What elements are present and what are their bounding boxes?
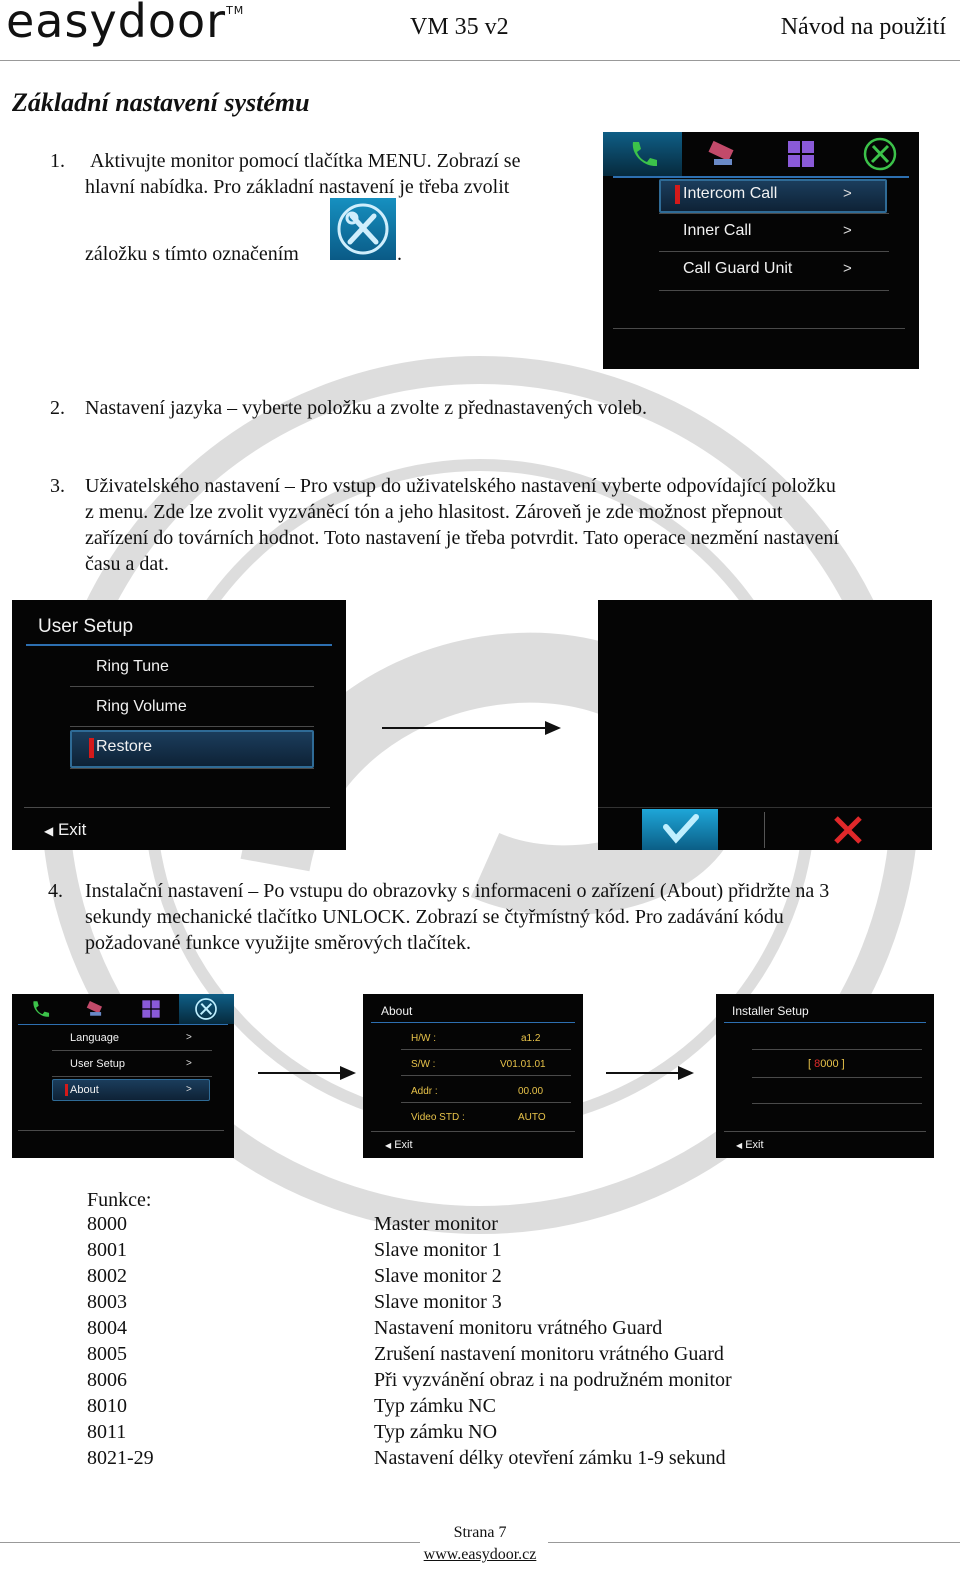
screenshot-confirm-restore bbox=[598, 600, 932, 850]
step-1-line-2: hlavní nabídka. Pro základní nastavení je třeba zvolit bbox=[85, 176, 510, 198]
function-code: 8021-29 bbox=[87, 1447, 154, 1469]
step-1-line-3: záložku s tímto označením bbox=[85, 243, 299, 265]
menu-item-inner-call: Inner Call bbox=[683, 222, 752, 239]
chevron-right-icon: > bbox=[186, 1058, 192, 1069]
bar-divider bbox=[598, 807, 932, 808]
functions-heading: Funkce: bbox=[87, 1189, 152, 1211]
step-3-line-4: času a dat. bbox=[85, 553, 169, 575]
footer-url-wrap bbox=[0, 1546, 960, 1564]
about-value-sw: V01.01.01 bbox=[500, 1059, 546, 1070]
title-underline bbox=[371, 1022, 575, 1023]
bar-separator bbox=[764, 812, 765, 848]
about-label-video: Video STD : bbox=[411, 1112, 465, 1123]
tab-underline bbox=[18, 1024, 228, 1025]
title-underline bbox=[26, 644, 332, 646]
function-description: Slave monitor 3 bbox=[374, 1291, 502, 1313]
settings-tab-icon bbox=[330, 198, 396, 260]
menu-divider bbox=[401, 1102, 571, 1103]
about-label-sw: S/W : bbox=[411, 1059, 436, 1070]
menu-item-restore: Restore bbox=[96, 738, 153, 755]
selection-marker bbox=[89, 738, 94, 758]
step-4-line-3: požadované funkce využijte směrových tlačítek. bbox=[85, 932, 471, 954]
model-name: VM 35 v2 bbox=[410, 14, 509, 40]
about-value-hw: a1.2 bbox=[521, 1033, 541, 1044]
menu-divider bbox=[752, 1103, 922, 1104]
chevron-right-icon: > bbox=[186, 1084, 192, 1095]
menu-divider bbox=[401, 1075, 571, 1076]
chevron-right-icon: > bbox=[843, 260, 852, 277]
menu-divider bbox=[724, 1131, 926, 1132]
flow-arrow-line bbox=[258, 1072, 342, 1074]
about-label-addr: Addr : bbox=[411, 1086, 438, 1097]
menu-divider bbox=[371, 1131, 575, 1132]
screenshot-about bbox=[363, 994, 583, 1158]
page-number: Strana 7 bbox=[453, 1524, 507, 1541]
document-type: Návod na použití bbox=[780, 14, 946, 40]
screenshot-main-menu bbox=[603, 132, 919, 369]
step-1-number: 1. bbox=[50, 150, 65, 172]
screenshot-user-setup bbox=[12, 600, 346, 850]
footer-divider-right bbox=[548, 1542, 960, 1543]
exit-label: ◀ Exit bbox=[385, 1139, 413, 1151]
function-description: Při vyzvánění obraz i na podružném monitor bbox=[374, 1369, 732, 1391]
flow-arrow-line bbox=[382, 727, 546, 729]
function-description: Typ zámku NC bbox=[374, 1395, 496, 1417]
arrow-right-icon bbox=[545, 721, 561, 735]
menu-item-user-setup: User Setup bbox=[70, 1058, 126, 1070]
footer-divider-left bbox=[0, 1542, 420, 1543]
about-value-video: AUTO bbox=[518, 1112, 546, 1123]
menu-divider bbox=[70, 726, 314, 727]
menu-item-ring-tune: Ring Tune bbox=[96, 658, 169, 675]
step-4-line-2: sekundy mechanické tlačítko UNLOCK. Zobrazí se čtyřmístný kód. Pro zadávání kódu bbox=[85, 906, 784, 928]
exit-label: ◀ Exit bbox=[44, 820, 87, 839]
step-1-line-1: Aktivujte monitor pomocí tlačítka MENU. Zobrazí se bbox=[90, 150, 521, 172]
step-2-text: Nastavení jazyka – vyberte položku a zvolte z přednastavených voleb. bbox=[85, 397, 648, 419]
installer-code: [ 8000 ] bbox=[808, 1058, 845, 1070]
exit-label: ◀ Exit bbox=[736, 1139, 764, 1151]
function-description: Zrušení nastavení monitoru vrátného Guard bbox=[374, 1343, 724, 1365]
function-code: 8003 bbox=[87, 1291, 127, 1313]
menu-item-intercom-call: Intercom Call bbox=[683, 185, 778, 202]
section-title: Základní nastavení systému bbox=[12, 88, 310, 117]
chevron-right-icon: > bbox=[843, 222, 852, 239]
cancel-icon bbox=[830, 812, 866, 850]
screenshot-installer-setup bbox=[716, 994, 934, 1158]
screenshot-settings-menu bbox=[12, 994, 234, 1158]
doorbell-icon bbox=[68, 994, 124, 1024]
selection-marker bbox=[65, 1084, 68, 1096]
menu-divider bbox=[24, 807, 330, 808]
function-code: 8001 bbox=[87, 1239, 127, 1261]
arrow-right-icon bbox=[678, 1066, 694, 1080]
menu-divider bbox=[52, 1076, 212, 1077]
brand-logo: easydoor™ bbox=[6, 0, 245, 48]
doorbell-icon bbox=[682, 132, 761, 176]
menu-divider bbox=[18, 1130, 224, 1131]
about-value-addr: 00.00 bbox=[518, 1086, 544, 1097]
phone-icon bbox=[12, 994, 68, 1024]
function-description: Typ zámku NO bbox=[374, 1421, 498, 1443]
about-label-hw: H/W : bbox=[411, 1033, 436, 1044]
menu-divider bbox=[52, 1050, 212, 1051]
menu-divider bbox=[659, 251, 889, 252]
menu-divider bbox=[659, 290, 889, 291]
menu-divider bbox=[659, 213, 889, 214]
step-3-line-2: z menu. Zde lze zvolit vyzváněcí tón a jeho hlasitost. Zároveň je zde možnost přepnout bbox=[85, 501, 783, 523]
function-description: Master monitor bbox=[374, 1213, 498, 1235]
apps-icon bbox=[123, 994, 179, 1024]
menu-divider bbox=[70, 768, 314, 769]
menu-item-ring-volume: Ring Volume bbox=[96, 698, 187, 715]
back-arrow-icon: ◀ bbox=[44, 824, 54, 838]
screen-title: Installer Setup bbox=[732, 1004, 809, 1018]
function-description: Slave monitor 1 bbox=[374, 1239, 502, 1261]
menu-divider bbox=[613, 328, 905, 329]
step-3-line-1: Uživatelského nastavení – Pro vstup do uživatelského nastavení vyberte odpovídající položku bbox=[85, 475, 836, 497]
function-description: Slave monitor 2 bbox=[374, 1265, 502, 1287]
website-link[interactable]: www.easydoor.cz bbox=[423, 1546, 537, 1563]
back-arrow-icon: ◀ bbox=[736, 1141, 743, 1150]
chevron-right-icon: > bbox=[843, 185, 852, 202]
menu-item-language: Language bbox=[70, 1032, 119, 1044]
function-description: Nastavení délky otevření zámku 1-9 sekund bbox=[374, 1447, 726, 1469]
function-code: 8011 bbox=[87, 1421, 127, 1443]
step-1-end: . bbox=[397, 243, 402, 265]
function-code: 8000 bbox=[87, 1213, 127, 1235]
screen-title: About bbox=[381, 1004, 413, 1018]
flow-arrow-line bbox=[606, 1072, 680, 1074]
apps-icon bbox=[761, 132, 840, 176]
function-code: 8002 bbox=[87, 1265, 127, 1287]
function-code: 8005 bbox=[87, 1343, 127, 1365]
header-divider bbox=[0, 60, 960, 61]
menu-divider bbox=[752, 1077, 922, 1078]
menu-divider bbox=[401, 1049, 571, 1050]
settings-icon bbox=[179, 994, 235, 1024]
phone-icon bbox=[603, 132, 682, 176]
menu-divider bbox=[752, 1049, 922, 1050]
function-code: 8006 bbox=[87, 1369, 127, 1391]
menu-item-about: About bbox=[70, 1084, 99, 1096]
step-3-line-3: zařízení do továrních hodnot. Toto nastavení je třeba potvrdit. Tato operace nezmění nastavení bbox=[85, 527, 839, 549]
step-4-line-1: Instalační nastavení – Po vstupu do obrazovky s informaceni o zařízení (About) přidržte na 3 bbox=[85, 880, 830, 902]
function-code: 8004 bbox=[87, 1317, 127, 1339]
arrow-right-icon bbox=[340, 1066, 356, 1080]
step-2-number: 2. bbox=[50, 397, 65, 419]
confirm-button bbox=[642, 809, 718, 850]
step-4-number: 4. bbox=[48, 880, 63, 902]
menu-item-call-guard-unit: Call Guard Unit bbox=[683, 260, 793, 277]
back-arrow-icon: ◀ bbox=[385, 1141, 392, 1150]
function-description: Nastavení monitoru vrátného Guard bbox=[374, 1317, 663, 1339]
selection-marker bbox=[675, 185, 680, 204]
tab-underline bbox=[613, 176, 909, 178]
function-code: 8010 bbox=[87, 1395, 127, 1417]
menu-divider bbox=[70, 686, 314, 687]
screen-title: User Setup bbox=[38, 616, 134, 637]
settings-icon bbox=[840, 132, 919, 176]
chevron-right-icon: > bbox=[186, 1032, 192, 1043]
step-3-number: 3. bbox=[50, 475, 65, 497]
title-underline bbox=[724, 1022, 926, 1023]
